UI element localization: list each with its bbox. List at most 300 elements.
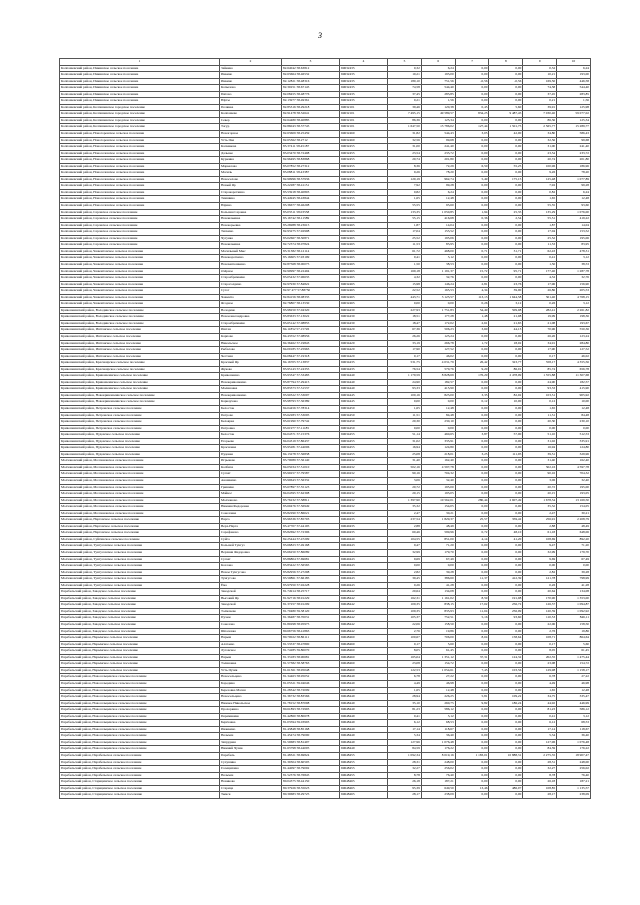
table-cell: 5,81 [455, 694, 489, 701]
table-cell: 83.90322 57.33097 [282, 392, 340, 399]
table-cell: 54,49 [455, 307, 489, 314]
table-cell: 20,30 [388, 419, 422, 426]
table-cell: Колпашевский район, Саровское сельское поселение [60, 216, 220, 223]
table-cell: 5,34 [388, 733, 422, 740]
table-cell: 86,01 [489, 366, 523, 373]
table-cell: 93,60 [421, 203, 455, 210]
table-cell: 335,47 [557, 694, 591, 701]
table-cell: 0,00 [455, 91, 489, 98]
table-cell: 0,36 [455, 216, 489, 223]
table-cell: 23,54 [523, 150, 557, 157]
table-cell: 69632455 [340, 196, 388, 203]
table-cell: 0,00 [489, 707, 523, 714]
table-cell: 81.61361 58.95048 [282, 667, 340, 674]
column-header: 9 [523, 59, 557, 66]
table-cell: Бородино [220, 680, 282, 687]
table-cell: 0,12 [455, 399, 489, 406]
table-cell: 22,06 [523, 622, 557, 629]
table-cell: 2,76 [523, 628, 557, 635]
table-cell: Нарым [220, 635, 282, 642]
table-cell: 127,96 [523, 739, 557, 746]
table-cell: 544,43 [421, 131, 455, 138]
table-cell: 1 092,92 [557, 608, 591, 615]
table-cell: 26,26 [523, 333, 557, 340]
table-cell: 83.76232 57.58811 [282, 497, 340, 504]
table-cell: 283,85 [557, 91, 591, 98]
table-cell: 84.04395 57.62308 [282, 491, 340, 498]
table-cell: 103,56 [489, 667, 523, 674]
table-cell: 69648449 [340, 674, 388, 681]
table-cell: 0,00 [455, 261, 489, 268]
table-cell: 280,44 [455, 497, 489, 504]
table-body [60, 65, 591, 798]
table-cell: 69632465 [340, 261, 388, 268]
table-cell: Молчановский район, Молчановское сельское поселение [60, 510, 220, 517]
table-cell: 12,48 [557, 196, 591, 203]
table-cell: 0,00 [421, 425, 455, 432]
table-cell: 0,00 [455, 144, 489, 151]
table-cell: 0,00 [489, 203, 523, 210]
table-cell: 35,32 [388, 504, 422, 511]
table-cell: 3,06 [523, 478, 557, 485]
table-cell: 0,00 [455, 510, 489, 517]
table-cell: 60,46 [388, 530, 422, 537]
table-cell: Могильный Мыс [220, 248, 282, 255]
table-cell: Пудовка [220, 451, 282, 458]
table-cell: 1,56 [421, 98, 455, 105]
table-cell: 230,10 [421, 419, 455, 426]
table-cell: 1,87 [523, 222, 557, 229]
table-cell: 68,53 [557, 720, 591, 727]
table-cell: 61,18 [523, 530, 557, 537]
table-cell: 69632465 [340, 301, 388, 308]
table-cell: Колпашевский район, Колпашевское городское поселение [60, 117, 220, 124]
table-cell: 751,56 [421, 78, 455, 85]
table-cell: 81.70480 59.38120 [282, 608, 340, 615]
table-cell: 0,00 [455, 203, 489, 210]
table-cell: 478,31 [557, 248, 591, 255]
table-cell: 9,47 [523, 543, 557, 550]
table-cell: 501,40 [523, 294, 557, 301]
table-cell: 28,31 [523, 759, 557, 766]
table-cell: 81.42860 58.80678 [282, 713, 340, 720]
table-cell: Колпашевский район, Новоселовское сельское поселение [60, 183, 220, 190]
table-cell: 82.91478 58.32641 [282, 111, 340, 118]
table-cell: 193,00 [557, 72, 591, 79]
table-cell: 69640443 [340, 582, 388, 589]
table-cell: 0,00 [489, 98, 523, 105]
table-cell: 248,00 [557, 759, 591, 766]
table-cell: Молчановский район, Тунгусовское сельское поселение [60, 563, 220, 570]
table-cell: Парабельский район, Нарымское сельское поселение [60, 648, 220, 655]
table-cell: 8 828,69 [421, 373, 455, 380]
table-cell: Верх-Нарга [220, 523, 282, 530]
table-cell: 17,02 [455, 602, 489, 609]
table-cell: 1,56 [557, 98, 591, 105]
table-cell: 69640443 [340, 563, 388, 570]
table-cell: 108,85 [523, 785, 557, 792]
table-cell: 84.04456 57.78314 [282, 405, 340, 412]
column-header: 3 [282, 59, 340, 66]
table-cell: 0,00 [455, 733, 489, 740]
table-cell: 31,71 [489, 248, 523, 255]
table-cell: 0,00 [489, 622, 523, 629]
table-cell: Кривошеинский район, Иштанское сельское поселение [60, 340, 220, 347]
table-cell: 0,00 [455, 425, 489, 432]
table-cell: 83.61990 57.79742 [282, 419, 340, 426]
table-cell: 81.45474 58.79090 [282, 733, 340, 740]
table-cell: Парабельский район, Нарымское сельское поселение [60, 667, 220, 674]
table-cell: 55,55 [388, 203, 422, 210]
table-cell: Парабельский район, Новосельцевское сельское поселение [60, 713, 220, 720]
table-cell: 4 031,79 [421, 360, 455, 367]
table-cell: 90,16 [388, 471, 422, 478]
table-cell: 83.83373 57.31537 [282, 386, 340, 393]
table-cell: 26,18 [388, 779, 422, 786]
table-cell: Колпашевский район, Новоселовское сельское поселение [60, 144, 220, 151]
table-cell: 31,02 [388, 438, 422, 445]
table-cell: 0,00 [489, 713, 523, 720]
table-cell: 32,56 [523, 137, 557, 144]
table-cell: 33,19 [388, 340, 422, 347]
table-cell: 69640443 [340, 556, 388, 563]
table-cell: 11,53 [523, 242, 557, 249]
table-cell: 2,47 [523, 510, 557, 517]
table-cell: Ягодное [220, 301, 282, 308]
table-cell: Маркелово [220, 163, 282, 170]
table-cell: Рыбалово [220, 347, 282, 354]
table-cell: 93,33 [388, 386, 422, 393]
table-cell: 6,78 [388, 674, 422, 681]
table-cell: 0,00 [489, 484, 523, 491]
table-cell: Новокривошеино [220, 379, 282, 386]
table-cell: 284,80 [557, 340, 591, 347]
table-cell: 0,26 [523, 301, 557, 308]
table-cell: Молчановский район, Нарговское сельское поселение [60, 530, 220, 537]
table-cell: 0,82 [523, 189, 557, 196]
table-cell: 227,93 [388, 307, 422, 314]
column-header: 10 [557, 59, 591, 66]
table-cell: 3,12 [421, 255, 455, 262]
table-cell: 0,00 [455, 229, 489, 236]
table-cell: 446,99 [557, 700, 591, 707]
table-cell: 0,00 [489, 504, 523, 511]
table-cell: Парабельский район, Парабельское сельское поселение [60, 752, 220, 759]
table-cell: 80.66756 58.41863 [282, 628, 340, 635]
table-cell: 170,90 [523, 595, 557, 602]
table-cell: 84.04319 57.86437 [282, 438, 340, 445]
table-cell: 84,48 [421, 412, 455, 419]
table-cell: 0,00 [489, 674, 523, 681]
table-cell: Дальнее [220, 150, 282, 157]
table-cell: 0,00 [489, 333, 523, 340]
table-cell: 2 565,77 [523, 124, 557, 131]
table-cell: 31,40 [523, 458, 557, 465]
table-cell: 162,40 [421, 458, 455, 465]
table-cell: Талиновка [220, 661, 282, 668]
table-cell: 586,43 [557, 131, 591, 138]
table-cell: 193,05 [557, 491, 591, 498]
table-cell: 0,41 [523, 713, 557, 720]
table-cell: 154,72 [557, 661, 591, 668]
table-cell: Володино [220, 307, 282, 314]
table-cell: 28,94 [388, 694, 422, 701]
table-cell: Кривошеинский район, Новокривошеинское сельское поселение [60, 392, 220, 399]
table-cell: Кривошеинский район, Петровское сельское поселение [60, 412, 220, 419]
table-cell: 99,28 [421, 183, 455, 190]
table-cell: 0,00 [388, 425, 422, 432]
table-cell: 704,32 [421, 471, 455, 478]
table-cell: 154,05 [421, 504, 455, 511]
table-cell: Колпашевский район, Инкинское сельское поселение [60, 85, 220, 92]
table-cell: 69648465 [340, 785, 388, 792]
table-cell: 69648449 [340, 713, 388, 720]
table-cell: 37,31 [455, 654, 489, 661]
table-cell: 419,22 [557, 216, 591, 223]
table-cell: 4 355,56 [557, 360, 591, 367]
table-cell: 282,41 [523, 307, 557, 314]
table-cell: Парабельский район, Новосельцевское сельское поселение [60, 687, 220, 694]
table-cell: 42,00 [489, 131, 523, 138]
table-cell: Калмакова [220, 144, 282, 151]
table-cell: 69632435 [340, 78, 388, 85]
table-cell: 69634450 [340, 412, 388, 419]
table-cell: Колпашевский район, Новоселовское сельское поселение [60, 203, 220, 210]
table-cell: Нижнее Никольское [220, 700, 282, 707]
table-cell: Никольское [220, 340, 282, 347]
table-cell: 36,40 [421, 733, 455, 740]
table-cell: 179,70 [421, 550, 455, 557]
table-cell: Тискино [220, 229, 282, 236]
table-cell: 1 397,90 [388, 497, 422, 504]
table-cell: 415,90 [421, 386, 455, 393]
table-cell: 69640443 [340, 550, 388, 557]
table-cell: 10,21 [388, 72, 422, 79]
table-cell: 69640432 [340, 484, 388, 491]
table-cell: 69648442 [340, 589, 388, 596]
table-cell: 69634430 [340, 307, 388, 314]
table-cell: Колпашевский район, Колпашевское городское поселение [60, 104, 220, 111]
table-cell: 69648449 [340, 746, 388, 753]
table-cell: 26,26 [388, 333, 422, 340]
table-cell: 30,21 [557, 510, 591, 517]
table-cell: 0,00 [455, 478, 489, 485]
table-cell: 2,88 [388, 523, 422, 530]
table-cell: 0,00 [489, 759, 523, 766]
table-cell: 83.16742 58.11589 [282, 216, 340, 223]
table-cell: 1,65 [523, 405, 557, 412]
table-cell: Новоселово [220, 176, 282, 183]
table-cell: 2 478,99 [489, 373, 523, 380]
table-cell: 0,32 [523, 65, 557, 72]
table-cell: 69640440 [340, 536, 388, 543]
table-cell: 81.74285 59.80070 [282, 648, 340, 655]
table-cell: 69634450 [340, 419, 388, 426]
table-cell: 3,12 [557, 255, 591, 262]
table-cell: 83.65142 57.08855 [282, 320, 340, 327]
table-cell: 0,00 [455, 504, 489, 511]
table-cell: 238,09 [421, 792, 455, 799]
table-cell: Запрудная [220, 739, 282, 746]
table-cell: 69634420 [340, 333, 388, 340]
table-cell: 81.43848 58.85168 [282, 726, 340, 733]
table-cell: 186,24 [489, 700, 523, 707]
table-cell: 67,49 [557, 556, 591, 563]
table-cell: Сарафаново [220, 530, 282, 537]
table-cell: 8,04 [455, 635, 489, 642]
table-cell: 4 597,78 [421, 464, 455, 471]
table-cell: 10,21 [523, 72, 557, 79]
table-cell: 0,00 [455, 707, 489, 714]
table-cell: 124,80 [557, 445, 591, 452]
table-cell: 26,18 [523, 779, 557, 786]
table-cell: 162,31 [388, 595, 422, 602]
table-cell: 19,86 [557, 628, 591, 635]
table-cell: 69632465 [340, 281, 388, 288]
table-cell: Кривошеинский район, Иштанское сельское поселение [60, 327, 220, 334]
table-cell: 69648460 [340, 667, 388, 674]
table-cell: Колпашевский район, Чажемтовское сельское поселение [60, 248, 220, 255]
table-cell: Чугунка [220, 235, 282, 242]
table-cell: 83.95281 57.44006 [282, 445, 340, 452]
table-cell: Кривошеинский район, Володинское сельское поселение [60, 320, 220, 327]
table-cell: Новиково [220, 779, 282, 786]
table-cell: 0,17 [523, 353, 557, 360]
table-cell: 570,76 [421, 366, 455, 373]
table-cell: 233,72 [421, 150, 455, 157]
table-cell: 46,98 [421, 680, 455, 687]
table-cell: 113,13 [455, 294, 489, 301]
table-cell: 69632435 [340, 72, 388, 79]
table-cell: 0,00 [489, 183, 523, 190]
table-cell: 72,29 [421, 163, 455, 170]
table-cell: 83.53918 58.40803 [282, 189, 340, 196]
table-cell: 0,00 [455, 117, 489, 124]
table-cell: 81.37257 58.91209 [282, 602, 340, 609]
table-cell: 125,98 [557, 104, 591, 111]
table-cell: 84,59 [523, 746, 557, 753]
table-cell: 110,53 [523, 615, 557, 622]
table-cell: 2 607,49 [489, 497, 523, 504]
table-cell: 69632465 [340, 216, 388, 223]
table-cell: 335,91 [421, 438, 455, 445]
table-cell: Озёрное [220, 268, 282, 275]
table-cell: 0,00 [421, 563, 455, 570]
table-cell: 83.05432 57.96635 [282, 275, 340, 282]
table-cell: 0,21 [523, 98, 557, 105]
table-cell: 175,15 [489, 176, 523, 183]
table-cell: Новоюрьевка [220, 222, 282, 229]
table-cell: 0,00 [489, 379, 523, 386]
table-cell: 6,24 [421, 189, 455, 196]
table-cell: 46,98 [557, 680, 591, 687]
table-cell: 20,15 [388, 491, 422, 498]
table-cell: 8,05 [523, 648, 557, 655]
table-cell: 0,17 [388, 641, 422, 648]
table-cell: 69634445 [340, 392, 388, 399]
table-cell: 81.80298 58.95975 [282, 622, 340, 629]
table-cell: 1 158,17 [557, 667, 591, 674]
table-cell: Сугот [220, 288, 282, 295]
table-cell: 44,13 [489, 327, 523, 334]
table-cell: 108,69 [523, 536, 557, 543]
table-cell: Белосток [220, 405, 282, 412]
table-cell: 8 019,16 [421, 752, 455, 759]
table-cell: 69648455 [340, 759, 388, 766]
table-cell: 158,64 [489, 635, 523, 642]
table-cell: 80.61893 58.72993 [282, 707, 340, 714]
table-cell: 1 353,00 [557, 595, 591, 602]
table-cell: Петровка [220, 425, 282, 432]
table-cell: 69648449 [340, 720, 388, 727]
table-cell: 69634440 [340, 386, 388, 393]
table-cell: 83.36677 58.46208 [282, 203, 340, 210]
table-cell: Молчановский район, Молчановское сельское поселение [60, 504, 220, 511]
table-cell: 83.08811 58.43387 [282, 170, 340, 177]
table-cell: 6,78 [523, 674, 557, 681]
table-cell: 69648455 [340, 766, 388, 773]
table-cell: 13 786,02 [421, 124, 455, 131]
table-cell: Могиль [220, 170, 282, 177]
table-cell: 195,00 [557, 484, 591, 491]
table-cell: Парабельский район, Новосельцевское сельское поселение [60, 720, 220, 727]
table-cell: 69632465 [340, 235, 388, 242]
table-cell: 126,37 [523, 602, 557, 609]
table-cell: 191,98 [489, 595, 523, 602]
table-cell: 31,00 [523, 144, 557, 151]
table-cell: 1,50 [388, 261, 422, 268]
table-cell: 69634455 [340, 445, 388, 452]
table-cell: 69634420 [340, 353, 388, 360]
table-cell: 69640443 [340, 543, 388, 550]
table-cell: 169,50 [523, 78, 557, 85]
table-cell: 84.09185 57.25963 [282, 347, 340, 354]
table-cell: 0,00 [489, 569, 523, 576]
table-cell: Сулзат [220, 471, 282, 478]
table-cell: 3,60 [455, 327, 489, 334]
table-cell: 512,53 [557, 432, 591, 439]
table-cell: 1,94 [455, 209, 489, 216]
table-cell: 153,52 [421, 229, 455, 236]
table-cell: 81.36732 58.83566 [282, 694, 340, 701]
table-cell: 0,00 [489, 766, 523, 773]
table-cell: 17,96 [523, 281, 557, 288]
table-cell: 9 487,45 [489, 111, 523, 118]
table-cell: 124,80 [421, 445, 455, 452]
table-cell: 39,51 [523, 451, 557, 458]
table-cell: 172,02 [421, 320, 455, 327]
table-cell: Колпашевский район, Чажемтовское сельское поселение [60, 261, 220, 268]
table-cell: Кривошеинский район, Петровское сельское поселение [60, 405, 220, 412]
table-cell: 41,28 [557, 582, 591, 589]
table-cell: 0,00 [455, 458, 489, 465]
table-cell: Парабельский район, Заводское сельское поселение [60, 628, 220, 635]
table-cell: Колпашевский район, Саровское сельское поселение [60, 235, 220, 242]
table-cell: 0,00 [489, 196, 523, 203]
table-cell: 69648442 [340, 628, 388, 635]
table-cell: 146,24 [421, 281, 455, 288]
table-cell: 84.08447 57.19318 [282, 353, 340, 360]
table-cell: 0,00 [455, 622, 489, 629]
table-cell: 69632435 [340, 98, 388, 105]
table-cell: 82.99996 58.57936 [282, 176, 340, 183]
table-cell: Кривошеинский район, Петровское сельское поселение [60, 425, 220, 432]
table-cell: 3,25 [455, 451, 489, 458]
table-cell: 12,48 [421, 405, 455, 412]
table-cell: 9,47 [388, 543, 422, 550]
table-cell: 83.16605 57.93199 [282, 255, 340, 262]
table-cell: Куржина [220, 157, 282, 164]
